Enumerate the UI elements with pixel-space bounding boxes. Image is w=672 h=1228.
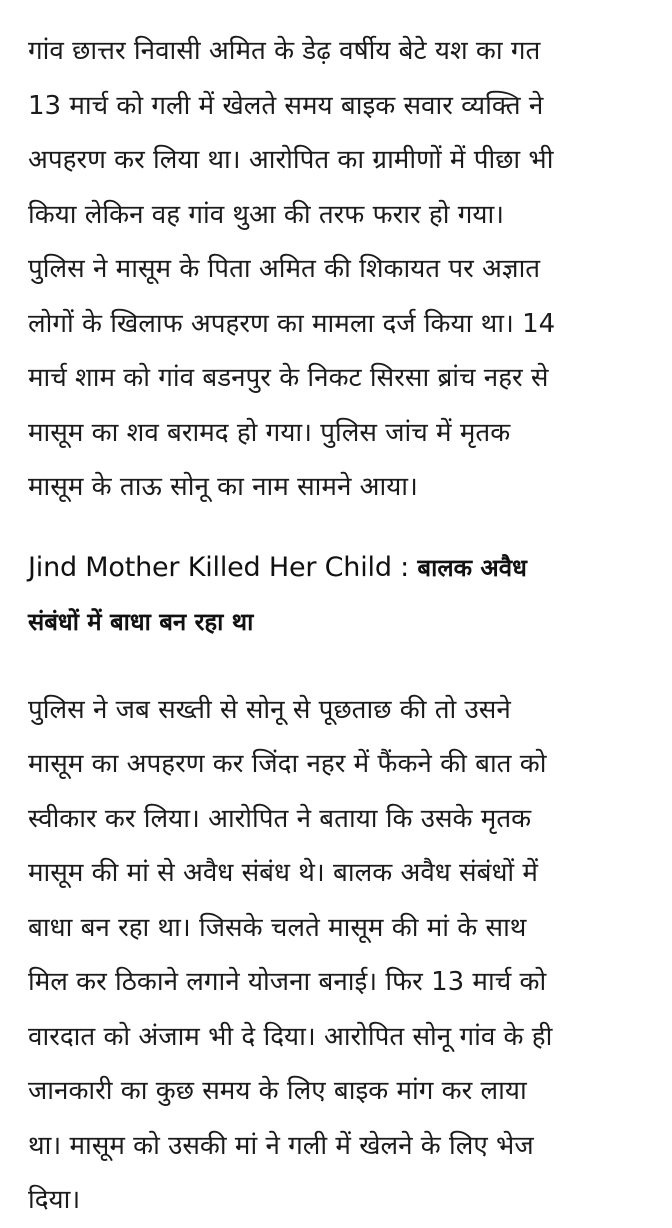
paragraph-line: मासूम का अपहरण कर जिंदा नहर में फैंकने की बात को: [28, 749, 547, 779]
paragraph-line: बाधा बन रहा था। जिसके चलते मासूम की मां के साथ: [28, 912, 527, 943]
heading-english: Jind Mother Killed Her Child :: [28, 551, 418, 583]
paragraph-line: 13 मार्च को गली में खेलते समय बाइक सवार व्यक्ति ने: [28, 90, 544, 121]
paragraph-line: मासूम का शव बरामद हो गया। पुलिस जांच में मृतक: [28, 417, 511, 448]
section-heading: [28, 541, 646, 649]
heading-line-1: [28, 541, 646, 595]
paragraph-line: वारदात को अंजाम भी दे दिया। आरोपित सोनू गांव के ही: [28, 1021, 553, 1052]
paragraph-line: गांव छात्तर निवासी अमित के डेढ़ वर्षीय बेटे यश का गत: [28, 36, 541, 66]
heading-hindi-part-1: बालक अवैध: [417, 553, 527, 582]
paragraph-line: था। मासूम को उसकी मां ने गली में खेलने के लिए भेज: [28, 1130, 534, 1161]
paragraph-line: अपहरण कर लिया था। आरोपित का ग्रामीणों में पीछा भी: [28, 145, 554, 175]
paragraph-line: किया लेकिन वह गांव थुआ की तरफ फरार हो गया।: [28, 199, 505, 230]
paragraph-line: मासूम की मां से अवैध संबंध थे। बालक अवैध संबंधों में: [28, 858, 538, 888]
paragraph-line: दिया।: [28, 1185, 81, 1215]
heading-hindi-part-2: संबंधों में बाधा बन रहा था: [28, 607, 254, 636]
paragraph-line: मासूम के ताऊ सोनू का नाम सामने आया।: [28, 472, 418, 502]
paragraph-line: पुलिस ने मासूम के पिता अमित की शिकायत पर अज्ञात: [28, 254, 541, 284]
paragraph-line: पुलिस ने जब सख्ती से सोनू से पूछताछ की तो उसने: [28, 694, 511, 725]
paragraph-line: जानकारी का कुछ समय के लिए बाइक मांग कर लाया: [28, 1076, 527, 1106]
paragraph-line: लोगों के खिलाफ अपहरण का मामला दर्ज किया था। 14: [28, 308, 556, 339]
paragraph-line: मार्च शाम को गांव बडनपुर के निकट सिरसा ब्रांच नहर से: [28, 363, 549, 393]
paragraph-line: स्वीकार कर लिया। आरोपित ने बताया कि उसके मृतक: [28, 803, 532, 834]
article-paragraph-1: [28, 0, 646, 515]
paragraph-line: मिल कर ठिकाने लगाने योजना बनाई। फिर 13 मार्च को: [28, 967, 547, 997]
article-paragraph-2: [28, 649, 646, 1228]
